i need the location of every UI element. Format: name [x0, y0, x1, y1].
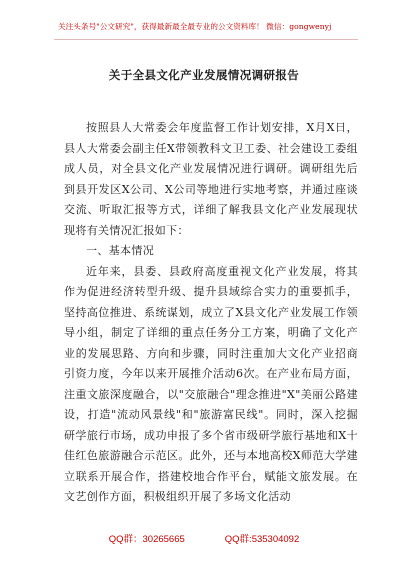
paragraph-overview: 近年来，县委、县政府高度重视文化产业发展，将其作为促进经济转型升级、提升县域综合实力的重要抓手，坚持高位推进、系统谋划，成立了X县文化产业发展工作领导小组，制定了详细的重点任务分工方案，明确了文化产业的发展思路、方向和步骤，同时注重加大文化产业招商引资力度，今年以来开展推介活动6次。在产业布局方面，注重文旅深度融合，以"交旅融合"理念推进"X"美丽公路建设，打造"流动风景线"和"旅游富民线"。同时，深入挖掘研学旅行市场，成功申报了多个省市级研学旅行基地和X十佳红色旅游融合示范区。此外，还与本地高校X师范大学建立联系开展合作，搭建校地合作平台，赋能文旅发展。在文艺创作方面，积极组织开展了多场文化活动 — [64, 264, 358, 503]
footer-qq-group-1: QQ群：30265665 — [108, 534, 185, 545]
footer-qq-group-2: QQ群:535304092 — [224, 534, 300, 545]
banner-divider — [54, 39, 358, 40]
document-body — [64, 118, 358, 508]
paragraph-intro: 按照县人大常委会年度监督工作计划安排，X月X日，县人大常委会副主任X带领教科文卫工委、社会建设工委组成人员，对全县文化产业发展情况进行调研。调研组先后到县开发区X公司、X公司等地进行实地考察，并通过座谈交流、听取汇报等方式，详细了解我县文化产业发展现状现将有关情况汇报如下： — [64, 121, 358, 237]
document-title: 关于全县文化产业发展情况调研报告 — [108, 68, 300, 82]
footer-contacts — [0, 534, 408, 546]
promo-banner: 关注头条号"公文研究"，获得最新最全最专业的公文资料库！ 微信：gongwenyj — [58, 22, 332, 31]
section-heading: 一、基本情况 — [86, 244, 155, 257]
